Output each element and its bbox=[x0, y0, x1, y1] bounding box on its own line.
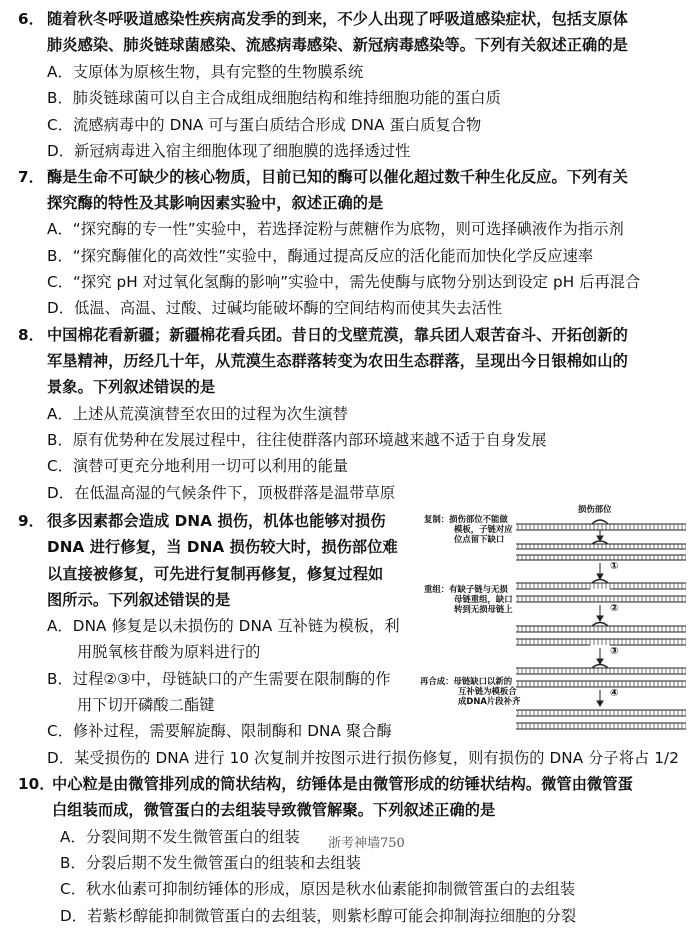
q7-stem-line-2: 探究酶的特性及其影响因素实验中，叙述正确的是 bbox=[47, 194, 384, 212]
q8-stem-line-2: 军垦精神，历经几十年，从荒漠生态群落转变为农田生态群落，呈现出今日银棉如山的 bbox=[47, 352, 628, 370]
q6-number: 6． bbox=[18, 10, 44, 28]
q9-option-b-cont: 用下切开磷酸二酯键 bbox=[77, 696, 215, 714]
resynthesis-label-line-3: 成DNA片段补齐 bbox=[458, 696, 521, 706]
q7-option-c: C．“探究 pH 对过氧化氢酶的影响”实验中，需先使酶与底物分别达到设定 pH 后再混合 bbox=[47, 273, 641, 291]
q10-stem-line-1: 中心粒是由微管排列成的筒状结构，纺锤体是由微管形成的纺锤状结构。微管由微管蛋 bbox=[52, 775, 633, 793]
q7-option-a: A．“探究酶的专一性”实验中，若选择淀粉与蔗糖作为底物，则可选择碘液作为指示剂 bbox=[47, 220, 624, 238]
step-3-marker: ③ bbox=[610, 646, 619, 657]
q6-option-a: A．支原体为原核生物，具有完整的生物膜系统 bbox=[47, 63, 364, 81]
q9-option-b: B．过程②③中，母链缺口的产生需要在限制酶的作 bbox=[47, 670, 391, 688]
resynthesis-label-line-2: 互补链为模板合 bbox=[458, 686, 517, 696]
q8-stem-line-1: 中国棉花看新疆；新疆棉花看兵团。昔日的戈壁荒漠，靠兵团人艰苦奋斗、开拓创新的 bbox=[47, 326, 628, 344]
recombination-label-line-1: 重组：有缺子链与无损 bbox=[424, 584, 508, 594]
step-2-marker: ② bbox=[610, 603, 619, 614]
q6-stem-line-2: 肺炎感染、肺炎链球菌感染、流感病毒感染、新冠病毒感染等。下列有关叙述正确的是 bbox=[47, 36, 628, 54]
q9-stem-line-1: 很多因素都会造成 DNA 损伤，机体也能够对损伤 bbox=[47, 512, 386, 530]
q7-stem-line-1: 酶是生命不可缺少的核心物质，目前已知的酶可以催化超过数千种生化反应。下列有关 bbox=[47, 168, 628, 186]
damage-site-label: 损伤部位 bbox=[578, 504, 612, 514]
q8-number: 8． bbox=[18, 326, 44, 344]
q10-option-c: C．秋水仙素可抑制纺锤体的形成，原因是秋水仙素能抑制微管蛋白的去组装 bbox=[60, 880, 576, 898]
q7-option-b: B．“探究酶催化的高效性”实验中，酶通过提高反应的活化能而加快化学反应速率 bbox=[47, 247, 594, 265]
dna-repair-figure bbox=[420, 504, 688, 736]
step-1-marker: ① bbox=[610, 561, 619, 572]
step-4-marker: ④ bbox=[610, 688, 619, 699]
q8-option-b: B．原有优势种在发展过程中，往往使群落内部环境越来越不适于自身发展 bbox=[47, 431, 547, 449]
q10-stem-line-2: 白组装而成，微管蛋白的去组装导致微管解聚。下列叙述正确的是 bbox=[52, 801, 496, 819]
q8-option-c: C．演替可更充分地利用一切可以利用的能量 bbox=[47, 457, 349, 475]
q9-option-d: D．某受损伤的 DNA 进行 10 次复制并按图示进行损伤修复，则有损伤的 DNA 分子将占 1/2 bbox=[47, 749, 679, 767]
q10-option-a: A．分裂间期不发生微管蛋白的组装 bbox=[60, 828, 300, 846]
q9-stem-line-2: DNA 进行修复，当 DNA 损伤较大时，损伤部位难 bbox=[47, 538, 398, 556]
q8-option-d: D．在低温高湿的气候条件下，顶极群落是温带草原 bbox=[47, 484, 396, 502]
recombination-label-line-2: 母链重组，缺口 bbox=[454, 594, 513, 604]
q10-option-d: D．若紫杉醇能抑制微管蛋白的去组装，则紫杉醇可能会抑制海拉细胞的分裂 bbox=[60, 907, 577, 925]
copy-label-line-1: 复制：损伤部位不能做 bbox=[424, 514, 508, 524]
q9-stem-line-4: 图所示。下列叙述错误的是 bbox=[47, 591, 231, 609]
copy-label-line-2: 模板，子链对应 bbox=[454, 524, 513, 534]
q9-stem-line-3: 以直接被修复，可先进行复制再修复，修复过程如 bbox=[47, 565, 384, 583]
q6-option-c: C．流感病毒中的 DNA 可与蛋白质结合形成 DNA 蛋白质复合物 bbox=[47, 116, 482, 134]
q10-option-b: B．分裂后期不发生微管蛋白的组装和去组装 bbox=[60, 854, 361, 872]
q8-option-a: A．上述从荒漠演替至农田的过程为次生演替 bbox=[47, 405, 348, 423]
copy-label-line-3: 位点留下缺口 bbox=[454, 534, 505, 544]
recombination-label-line-3: 转到无损母链上 bbox=[454, 604, 513, 614]
q8-stem-line-3: 景象。下列叙述错误的是 bbox=[47, 378, 216, 396]
resynthesis-label-line-1: 再合成：母链缺口以新的 bbox=[420, 676, 513, 686]
q9-number: 9． bbox=[18, 512, 44, 530]
q7-option-d: D．低温、高温、过酸、过碱均能破坏酶的空间结构而使其失去活性 bbox=[47, 299, 503, 317]
q10-number: 10． bbox=[18, 775, 55, 793]
q7-number: 7． bbox=[18, 168, 44, 186]
q6-option-b: B．肺炎链球菌可以自主合成组成细胞结构和维持细胞功能的蛋白质 bbox=[47, 89, 501, 107]
watermark: 浙考神墙750 bbox=[328, 836, 405, 851]
q9-option-a-cont: 用脱氧核苷酸为原料进行的 bbox=[77, 643, 261, 661]
q6-option-d: D．新冠病毒进入宿主细胞体现了细胞膜的选择透过性 bbox=[47, 142, 411, 160]
q9-option-c: C．修补过程，需要解旋酶、限制酶和 DNA 聚合酶 bbox=[47, 722, 392, 740]
q6-stem-line-1: 随着秋冬呼吸道感染性疾病高发季的到来，不少人出现了呼吸道感染症状，包括支原体 bbox=[47, 10, 628, 28]
q9-option-a: A．DNA 修复是以未损伤的 DNA 互补链为模板，利 bbox=[47, 617, 400, 635]
